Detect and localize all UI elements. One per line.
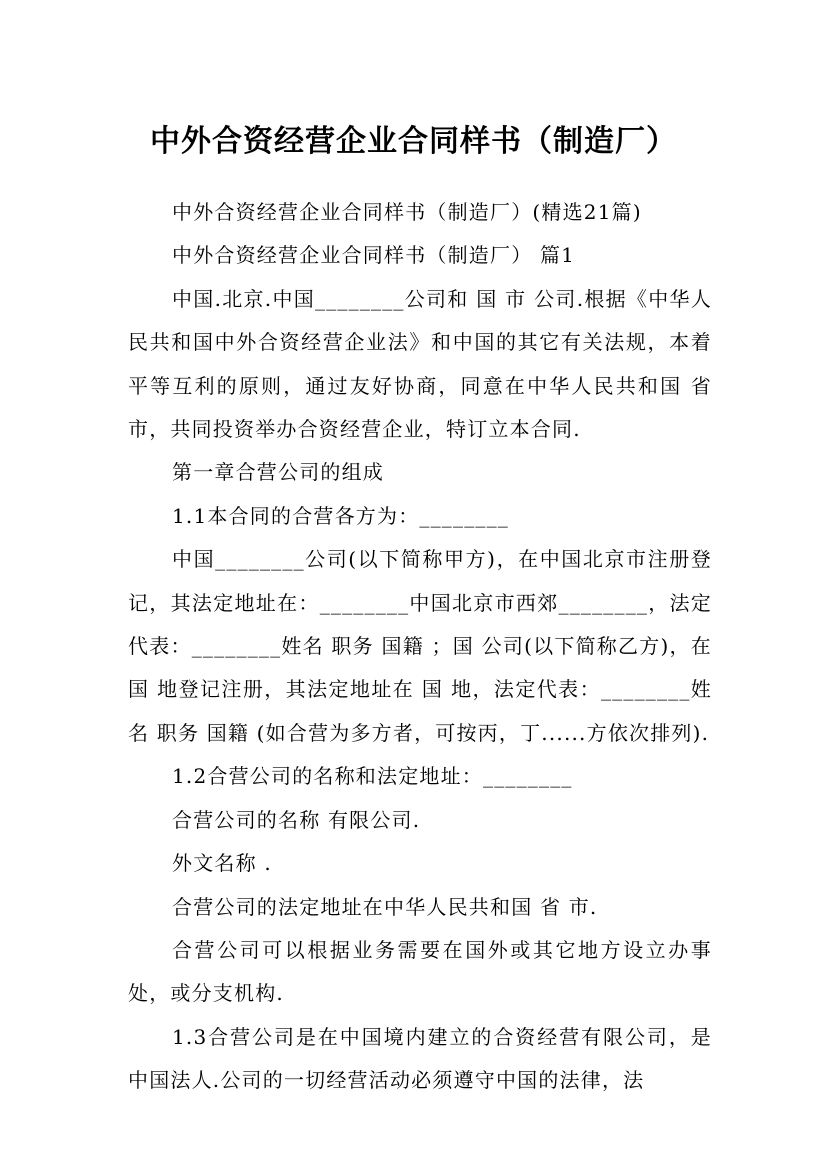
paragraph-legal-address: 合营公司的法定地址在中华人民共和国 省 市. xyxy=(172,894,598,919)
paragraph-clause-1-1: 1.1本合同的合营各方为：________ xyxy=(172,503,510,528)
paragraph-chapter-heading: 第一章合营公司的组成 xyxy=(172,460,384,485)
paragraph-clause-1-2: 1.2合营公司的名称和法定地址：________ xyxy=(172,764,573,789)
paragraph-preamble: 中国.北京.中国________公司和 国 市 公司.根据《中华人民共和国中外合资经营企业法》和中国的其它有关法规，本着平等互利的原则，通过友好协商，同意在中华人民共和国 省 市，共同投资举办合资经营企业，特订立本合同. xyxy=(128,286,712,442)
document-title: 中外合资经营企业合同样书（制造厂） xyxy=(150,124,677,160)
paragraph-clause-1-3: 1.3合营公司是在中国境内建立的合资经营有限公司，是中国法人.公司的一切经营活动必须遵守中国的法律，法 xyxy=(128,1024,712,1093)
paragraph-branch-offices: 合营公司可以根据业务需要在国外或其它地方设立办事处，或分支机构. xyxy=(128,937,712,1006)
document-body xyxy=(128,191,712,1103)
paragraph-parties: 中国________公司(以下简称甲方)，在中国北京市注册登记，其法定地址在：________中国北京市西郊________，法定代表：________姓名 职务 国籍 ；国 公司(以下简称乙方)，在 国 地登记注册，其法定地址在 国 地，法定代表：________姓名 职务 国籍 (如合营为多方者，可按丙，丁......方依次排列). xyxy=(128,547,712,745)
paragraph-company-name: 合营公司的名称 有限公司. xyxy=(172,807,421,832)
paragraph-section-heading: 中外合资经营企业合同样书（制造厂） 篇1 xyxy=(172,243,576,268)
paragraph-subtitle: 中外合资经营企业合同样书（制造厂）(精选21篇) xyxy=(172,200,642,224)
paragraph-foreign-name: 外文名称 . xyxy=(172,851,272,876)
